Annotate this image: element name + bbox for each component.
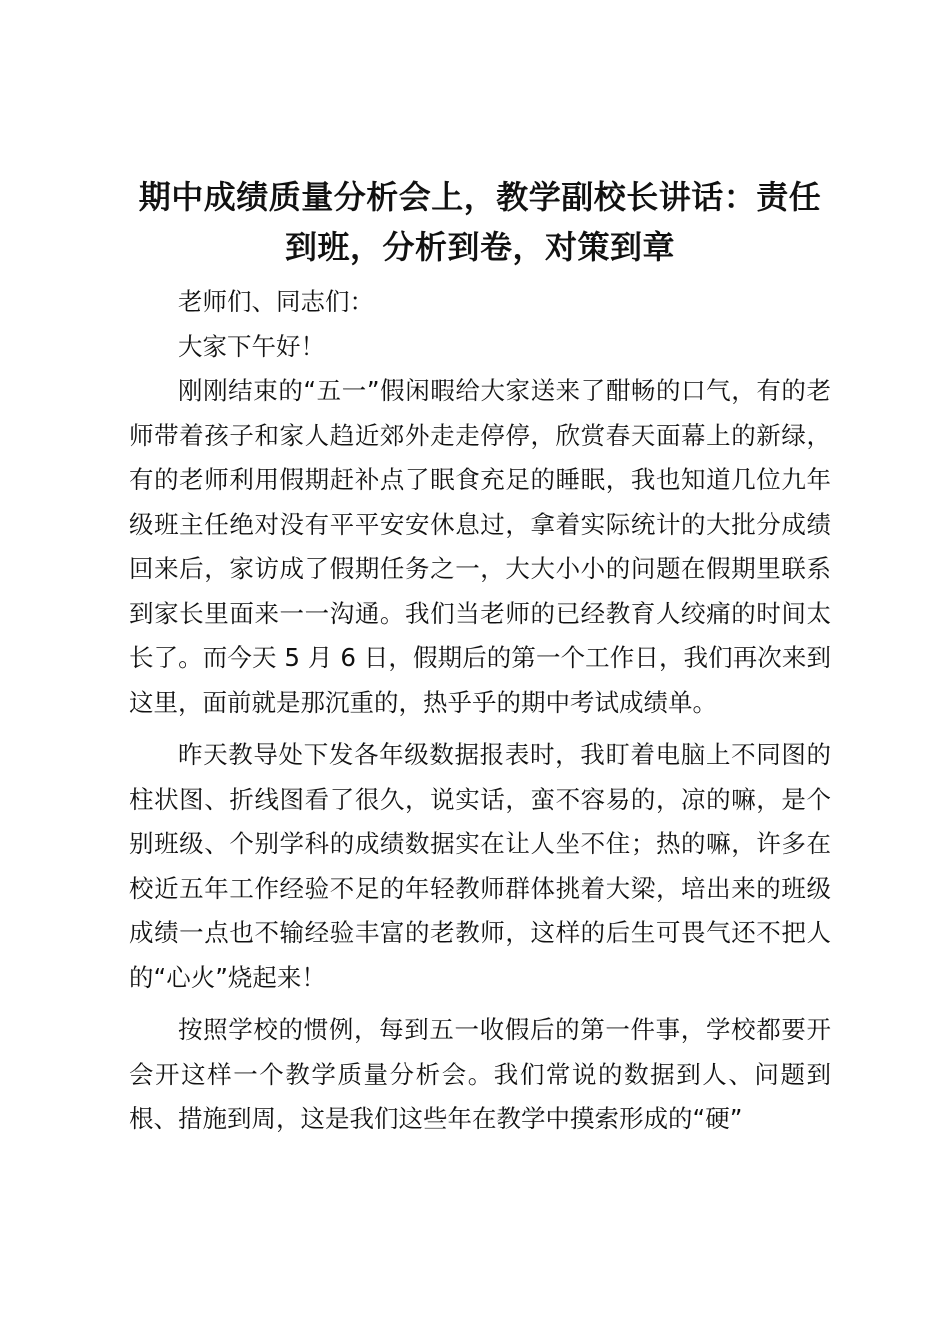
document-title: 期中成绩质量分析会上，教学副校长讲话：责任到班，分析到卷，对策到章	[138, 178, 822, 266]
body-paragraph: 按照学校的惯例，每到五一收假后的第一件事，学校都要开会开这样一个教学质量分析会。我们常说的数据到人、问题到根、措施到周，这是我们这些年在教学中摸索形成的“硬”	[129, 1015, 831, 1133]
body-paragraph: 刚刚结束的“五一”假闲暇给大家送来了酣畅的口气，有的老师带着孩子和家人趋近郊外走走停停，欣赏春天面幕上的新绿，有的老师利用假期赶补点了眠食充足的睡眠，我也知道几位九年级班主任绝对没有平平安安休息过，拿着实际统计的大批分成绩回来后，家访成了假期任务之一，大大小小的问题在假期里联系到家长里面来一一沟通。我们当老师的已经教育人绞痛的时间太长了。而今天 5 月 6 日，假期后的第一个工作日，我们再次来到这里，面前就是那沉重的，热乎乎的期中考试成绩单。	[129, 376, 831, 717]
salutation: 老师们、同志们：	[178, 287, 374, 316]
body-paragraph: 昨天教导处下发各年级数据报表时，我盯着电脑上不同图的柱状图、折线图看了很久，说实话，蛮不容易的，凉的嘛，是个别班级、个别学科的成绩数据实在让人坐不住；热的嘛，许多在校近五年工作经验不足的年轻教师群体挑着大梁，培出来的班级成绩一点也不输经验丰富的老教师，这样的后生可畏气还不把人的“心火”烧起来！	[129, 740, 831, 992]
greeting: 大家下午好！	[178, 331, 325, 361]
document-page	[129, 172, 831, 1142]
